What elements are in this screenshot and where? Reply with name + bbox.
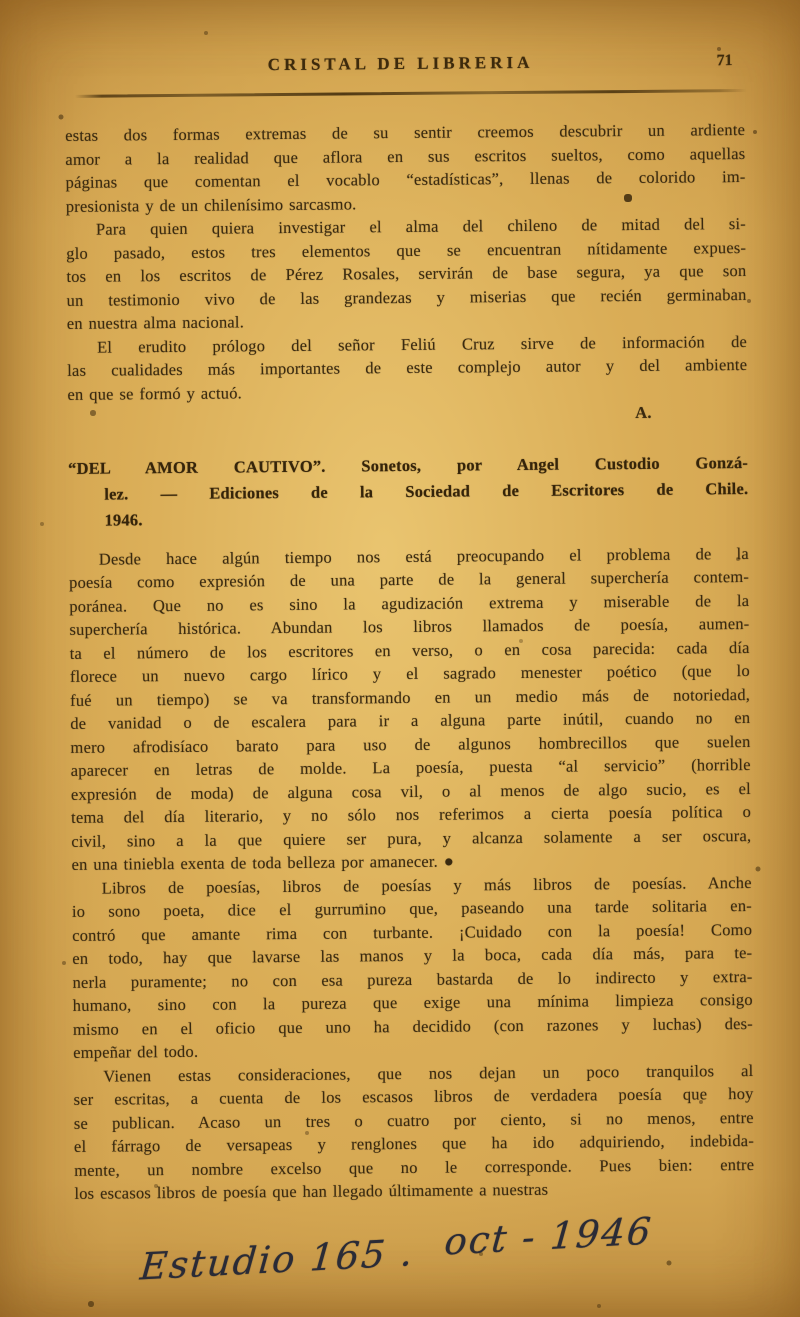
text-line: Vienen estas consideraciones, que nos dejan un poco tranquilos al: [103, 1060, 754, 1086]
text-line: en todo, hay que lavarse las manos y la boca, cada día más, para te-: [72, 942, 753, 968]
text-line: superchería histórica. Abundan los libros llamados de poesía, aumen-: [69, 613, 750, 639]
text-line: poesía como expresión de una parte de la general superchería contem-: [68, 566, 750, 592]
text-line: amor a la realidad que aflora en sus escritos sueltos, como aquellas: [65, 143, 746, 169]
text-line: expresión de moda) de alguna cosa vil, o al menos de algo sucio, es el: [70, 778, 751, 804]
header-divider-rule: [75, 89, 747, 98]
text-line: El erudito prólogo del señor Feliú Cruz sirve de información de: [96, 331, 748, 357]
text-line: un testimonio vivo de las grandezas y miserias que recién germinaban: [66, 284, 747, 310]
text-line: en una tiniebla exenta de toda belleza por amanecer. ●: [71, 851, 455, 874]
review-heading: [68, 449, 749, 533]
text-line: ta el número de los escritores en verso, o en cosa parecida: cada día: [69, 637, 750, 663]
journal-title: CRISTAL DE LIBRERIA: [267, 52, 534, 75]
text-line: florece un nuevo cargo lírico y el sagrado menester poético (que lo: [69, 660, 750, 686]
text-line: empeñar del todo.: [73, 1041, 199, 1062]
handwritten-note-right: oct - 1946: [442, 1209, 655, 1264]
text-line: io sono poeta, dice el gurrumino que, paseando una tarde solitaria en-: [71, 895, 752, 921]
text-line: en nuestra alma nacional.: [66, 312, 245, 333]
review-paragraph: [72, 870, 754, 1064]
handwritten-note-left: Estudio 165 .: [138, 1230, 417, 1289]
text-line: mero afrodisíaco barato para uso de algunos hombrecillos que suelen: [70, 731, 751, 757]
previous-review-paragraph: [66, 212, 747, 335]
handwritten-note: [138, 1209, 655, 1289]
paper-specks: [0, 0, 2, 2]
page-number: 71: [716, 52, 733, 70]
text-line: 1946.: [104, 509, 143, 530]
text-line: “DEL AMOR CAUTIVO”. Sonetos, por Angel Custodio Gonzá-: [67, 452, 749, 478]
text-line: tema del día literario, y no sólo nos referimos a cierta poesía política o: [71, 801, 752, 827]
text-line: tos en los escritos de Pérez Rosales, servirán de base segura, ya que son: [66, 260, 747, 286]
article-body: [65, 118, 754, 1205]
reviewer-signature: A.: [635, 402, 652, 422]
text-line: contró que amante rima con turbante. ¡Cuidado con la poesía! Como: [72, 919, 753, 945]
text-line: el fárrago de versapeas y renglones que ha ido adquiriendo, indebida-: [73, 1130, 755, 1156]
text-line: aparecer en letras de molde. La poesía, puesta “al servicio” (horrible: [70, 754, 751, 780]
review-paragraph: [69, 541, 752, 876]
text-line: Desde hace algún tiempo nos está preocupando el problema de la: [98, 543, 749, 569]
text-line: las cualidades más importantes de este complejo autor y del ambiente: [67, 354, 748, 380]
previous-review-paragraph: [65, 118, 746, 218]
text-line: glo pasado, estos tres elementos que se encuentran nítidamente expues-: [66, 237, 747, 263]
text-line: en que se formó y actuó.: [67, 382, 243, 404]
review-paragraph: [73, 1058, 754, 1205]
text-line: lez. — Ediciones de la Sociedad de Escritores de Chile.: [104, 478, 749, 504]
previous-review-paragraph: [67, 329, 748, 405]
text-line: presionista y de un chilenísimo sarcasmo.: [65, 193, 357, 216]
text-line: Libros de poesías, libros de poesías y más libros de poesías. Anche: [101, 872, 752, 898]
text-line: los escasos libros de poesía que han llegado últimamente a nuestras: [74, 1179, 549, 1203]
text-line: ser escritas, a cuenta de los escasos libros de verdadera poesía que hoy: [73, 1083, 754, 1109]
text-line: civil, sino a la que quiere ser pura, y alcanza solamente a ser oscura,: [71, 825, 752, 851]
text-line: se publican. Acaso un tres o cuatro por ciento, si no menos, entre: [73, 1107, 754, 1133]
text-line: de vanidad o de escalera para ir a alguna parte inútil, cuando no en: [70, 707, 751, 733]
text-line: nerla puramente; no con esa pureza bastarda de lo indirecto y extra-: [72, 966, 753, 992]
text-line: páginas que comentan el vocablo “estadísticas”, llenas de colorido im-: [65, 166, 746, 192]
text-line: humano, sino con la pureza que exige una mínima limpieza consigo: [72, 989, 753, 1015]
text-line: mente, un nombre excelso que no le corresponde. Pues bien: entre: [74, 1154, 755, 1180]
page-header: [0, 51, 800, 84]
text-line: fué un tiempo) se va transformando en un medio más de notoriedad,: [70, 684, 751, 710]
text-line: estas dos formas extremas de su sentir creemos descubrir un ardiente: [65, 119, 746, 145]
text-line: poránea. Que no es sino la agudización extrema y miserable de la: [69, 590, 750, 616]
text-line: mismo en el oficio que uno ha decidido (con razones y luchas) des-: [72, 1013, 754, 1039]
text-line: Para quien quiera investigar el alma del chileno de mitad del si-: [95, 213, 747, 239]
